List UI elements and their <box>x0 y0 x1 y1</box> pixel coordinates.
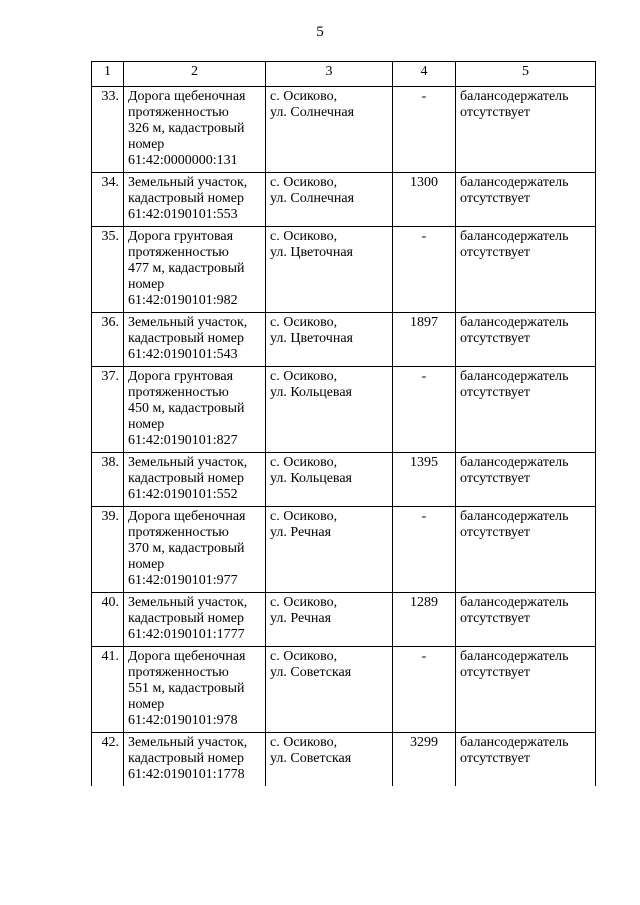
object-address-line: с. Осиково, <box>270 315 338 330</box>
table-row <box>92 227 596 313</box>
balance-holder <box>456 227 596 313</box>
object-address-line: ул. Цветочная <box>270 245 353 260</box>
object-name-line: кадастровый номер <box>128 471 244 486</box>
object-address-line: ул. Речная <box>270 611 332 626</box>
table-row <box>92 593 596 647</box>
object-address-line: с. Осиково, <box>270 455 338 470</box>
object-name-line: 61:42:0190101:977 <box>128 573 238 588</box>
column-header-5: 5 <box>456 62 596 87</box>
object-name-line: кадастровый номер <box>128 751 244 766</box>
object-address-line: ул. Советская <box>270 665 352 680</box>
row-number: 35. <box>92 227 124 313</box>
object-name-line: номер <box>128 417 165 432</box>
object-address <box>266 453 393 507</box>
table-body <box>92 87 596 787</box>
object-name-line: 61:42:0190101:982 <box>128 293 238 308</box>
page-number: 5 <box>316 24 324 40</box>
object-address-line: ул. Солнечная <box>270 105 355 120</box>
table-row <box>92 173 596 227</box>
object-name-line: 61:42:0190101:978 <box>128 713 238 728</box>
balance-holder-line: балансодержатель <box>460 315 569 330</box>
balance-holder <box>456 647 596 733</box>
table-row <box>92 367 596 453</box>
object-name-line: 61:42:0000000:131 <box>128 153 238 168</box>
object-name-line: номер <box>128 557 165 572</box>
object-name-line: 477 м, кадастровый <box>128 261 245 276</box>
balance-holder <box>456 453 596 507</box>
object-name-line: Земельный участок, <box>128 315 248 330</box>
object-address-line: ул. Кольцевая <box>270 471 352 486</box>
table-row <box>92 647 596 733</box>
balance-holder-line: балансодержатель <box>460 649 569 664</box>
balance-holder-line: отсутствует <box>460 331 531 346</box>
table-row <box>92 733 596 787</box>
balance-holder-line: балансодержатель <box>460 369 569 384</box>
balance-holder-line: балансодержатель <box>460 455 569 470</box>
object-name-line: 326 м, кадастровый <box>128 121 245 136</box>
row-number: 38. <box>92 453 124 507</box>
table-row <box>92 453 596 507</box>
column-header-4: 4 <box>393 62 456 87</box>
row-number: 40. <box>92 593 124 647</box>
object-address-line: ул. Солнечная <box>270 191 355 206</box>
object-address-line: с. Осиково, <box>270 735 338 750</box>
balance-holder-line: отсутствует <box>460 525 531 540</box>
object-name <box>124 367 266 453</box>
object-name-line: протяженностью <box>128 385 229 400</box>
column-header-1: 1 <box>92 62 124 87</box>
row-number: 41. <box>92 647 124 733</box>
object-address-line: с. Осиково, <box>270 175 338 190</box>
object-address <box>266 593 393 647</box>
object-name-line: Земельный участок, <box>128 735 248 750</box>
object-name-line: 61:42:0190101:552 <box>128 487 238 502</box>
object-name <box>124 733 266 787</box>
object-name-line: протяженностью <box>128 245 229 260</box>
balance-holder-line: отсутствует <box>460 385 531 400</box>
balance-holder-line: балансодержатель <box>460 89 569 104</box>
object-name <box>124 593 266 647</box>
column-header-2: 2 <box>124 62 266 87</box>
balance-holder <box>456 507 596 593</box>
balance-holder-line: балансодержатель <box>460 595 569 610</box>
row-number: 36. <box>92 313 124 367</box>
object-name-line: Земельный участок, <box>128 175 248 190</box>
table-row <box>92 313 596 367</box>
object-name-line: 370 м, кадастровый <box>128 541 245 556</box>
property-registry-table <box>91 61 596 786</box>
object-address <box>266 313 393 367</box>
object-name <box>124 453 266 507</box>
balance-holder <box>456 733 596 787</box>
object-address-line: с. Осиково, <box>270 595 338 610</box>
table-row <box>92 87 596 173</box>
balance-holder <box>456 593 596 647</box>
object-address <box>266 173 393 227</box>
object-name-line: 551 м, кадастровый <box>128 681 245 696</box>
balance-holder-line: отсутствует <box>460 665 531 680</box>
balance-holder <box>456 173 596 227</box>
object-name-line: Дорога щебеночная <box>128 509 246 524</box>
object-address <box>266 227 393 313</box>
object-name <box>124 647 266 733</box>
balance-holder-line: отсутствует <box>460 105 531 120</box>
object-name-line: 450 м, кадастровый <box>128 401 245 416</box>
object-area: 1395 <box>393 453 456 507</box>
balance-holder-line: отсутствует <box>460 471 531 486</box>
object-name <box>124 87 266 173</box>
object-name <box>124 227 266 313</box>
object-name-line: кадастровый номер <box>128 611 244 626</box>
row-number: 34. <box>92 173 124 227</box>
object-area: 1897 <box>393 313 456 367</box>
balance-holder-line: отсутствует <box>460 751 531 766</box>
object-name <box>124 507 266 593</box>
object-name-line: кадастровый номер <box>128 331 244 346</box>
row-number: 33. <box>92 87 124 173</box>
balance-holder-line: отсутствует <box>460 245 531 260</box>
object-address <box>266 87 393 173</box>
object-address-line: с. Осиково, <box>270 649 338 664</box>
object-address <box>266 507 393 593</box>
object-area: 1300 <box>393 173 456 227</box>
object-name-line: протяженностью <box>128 105 229 120</box>
row-number: 37. <box>92 367 124 453</box>
object-address-line: с. Осиково, <box>270 509 338 524</box>
balance-holder <box>456 87 596 173</box>
balance-holder-line: отсутствует <box>460 611 531 626</box>
object-address <box>266 647 393 733</box>
object-area: 1289 <box>393 593 456 647</box>
object-name-line: номер <box>128 137 165 152</box>
balance-holder-line: балансодержатель <box>460 735 569 750</box>
row-number: 42. <box>92 733 124 787</box>
object-name-line: кадастровый номер <box>128 191 244 206</box>
object-name-line: Дорога грунтовая <box>128 369 234 384</box>
header-row <box>92 62 596 87</box>
object-name <box>124 173 266 227</box>
object-name-line: номер <box>128 697 165 712</box>
object-address <box>266 733 393 787</box>
balance-holder-line: отсутствует <box>460 191 531 206</box>
object-name-line: 61:42:0190101:553 <box>128 207 238 222</box>
object-name-line: протяженностью <box>128 525 229 540</box>
object-address-line: ул. Кольцевая <box>270 385 352 400</box>
object-address-line: с. Осиково, <box>270 229 338 244</box>
object-name <box>124 313 266 367</box>
object-area: - <box>393 507 456 593</box>
object-area: 3299 <box>393 733 456 787</box>
object-name-line: 61:42:0190101:827 <box>128 433 238 448</box>
table-header <box>92 62 596 87</box>
object-name-line: Земельный участок, <box>128 455 248 470</box>
object-area: - <box>393 367 456 453</box>
column-header-3: 3 <box>266 62 393 87</box>
object-name-line: номер <box>128 277 165 292</box>
object-area: - <box>393 87 456 173</box>
object-address-line: ул. Речная <box>270 525 332 540</box>
balance-holder-line: балансодержатель <box>460 175 569 190</box>
balance-holder <box>456 367 596 453</box>
object-name-line: Земельный участок, <box>128 595 248 610</box>
balance-holder-line: балансодержатель <box>460 229 569 244</box>
balance-holder-line: балансодержатель <box>460 509 569 524</box>
row-number: 39. <box>92 507 124 593</box>
object-name-line: протяженностью <box>128 665 229 680</box>
object-name-line: Дорога грунтовая <box>128 229 234 244</box>
object-address-line: с. Осиково, <box>270 369 338 384</box>
object-area: - <box>393 227 456 313</box>
balance-holder <box>456 313 596 367</box>
object-name-line: 61:42:0190101:1777 <box>128 627 245 642</box>
object-area: - <box>393 647 456 733</box>
table-row <box>92 507 596 593</box>
object-address-line: ул. Советская <box>270 751 352 766</box>
object-address-line: ул. Цветочная <box>270 331 353 346</box>
object-address-line: с. Осиково, <box>270 89 338 104</box>
object-address <box>266 367 393 453</box>
object-name-line: 61:42:0190101:1778 <box>128 767 245 782</box>
object-name-line: Дорога щебеночная <box>128 89 246 104</box>
object-name-line: Дорога щебеночная <box>128 649 246 664</box>
object-name-line: 61:42:0190101:543 <box>128 347 238 362</box>
